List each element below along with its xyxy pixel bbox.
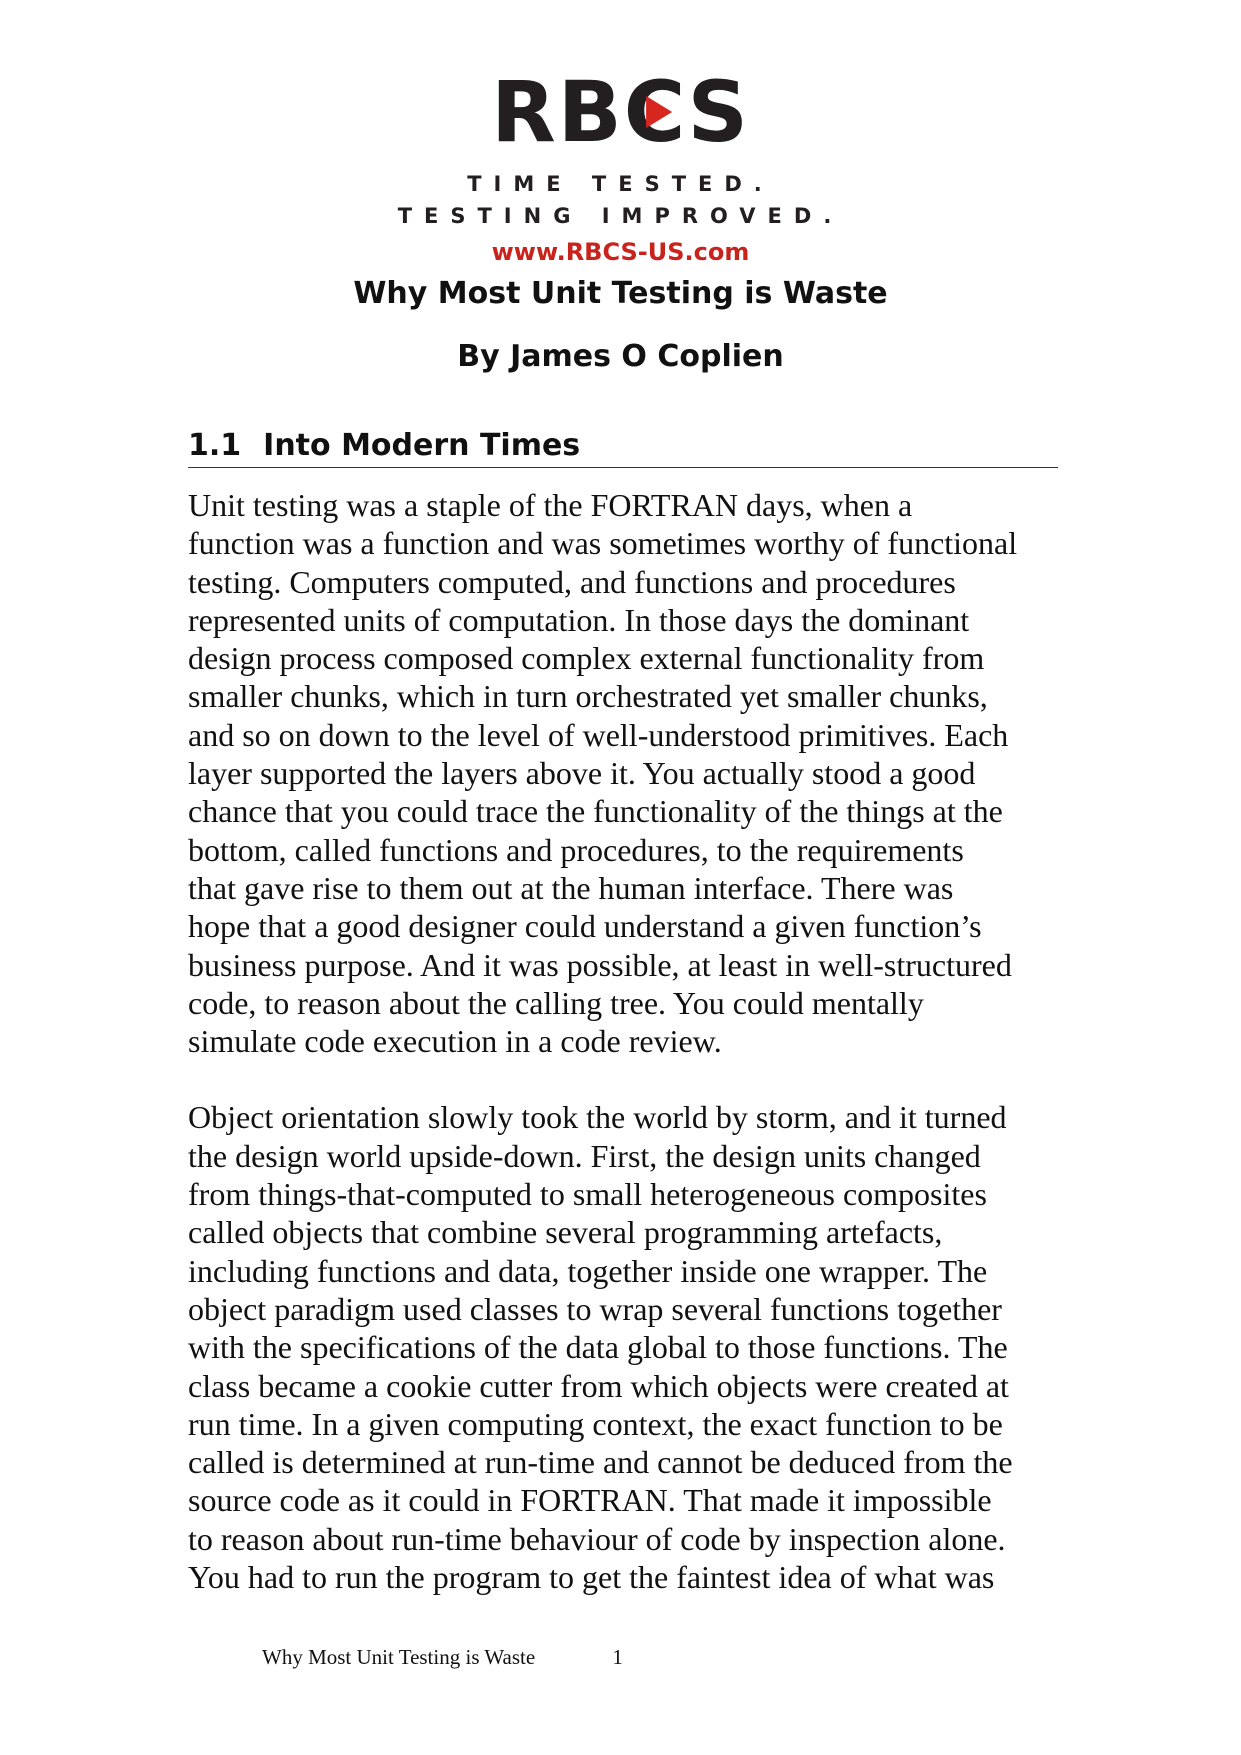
body-text (188, 486, 1068, 1596)
rbcs-logo (0, 63, 1241, 270)
footer-running-title: Why Most Unit Testing is Waste (262, 1645, 536, 1669)
document-title: Why Most Unit Testing is Waste (353, 276, 888, 311)
logo-url: www.RBCS-US.com (491, 238, 750, 266)
logo-tagline-1: TIME TESTED. (467, 172, 774, 196)
footer-page-number: 1 (612, 1645, 623, 1669)
logo-tagline-2: TESTING IMPROVED. (397, 204, 844, 228)
logo-letter-b: B (557, 63, 624, 161)
logo-letter-c: C (623, 63, 688, 161)
page-footer (262, 1645, 623, 1670)
logo-letter-r: R (491, 63, 558, 161)
play-icon (646, 96, 672, 128)
logo-mark (491, 63, 750, 161)
section-title: Into Modern Times (263, 428, 581, 463)
paragraph: Object orientation slowly took the world by storm, and it turned the design world upside-down. First, the design units changed from things-that-computed to small heterogeneous composites called objects that combine several programming artefacts, including functions and data, together inside one wrapper. The object paradigm used classes to wrap several functions together with the specifications of the data global to those functions. The class became a cookie cutter from which objects were created at run time. In a given computing context, the exact function to be called is determined at run-time and cannot be deduced from the source code as it could in FORTRAN. That made it impossible to reason about run-time behaviour of code by inspection alone. You had to run the program to get the faintest idea of what was (188, 1099, 1013, 1596)
section-number: 1.1 (188, 428, 242, 463)
paragraph: Unit testing was a staple of the FORTRAN days, when a function was a function and was sometimes worthy of functional testing. Computers computed, and functions and procedures represented units of computation. In those days the dominant design process composed complex external functionality from smaller chunks, which in turn orchestrated yet smaller chunks, and so on down to the level of well-understood primitives. Each layer supported the layers above it. You actually stood a good chance that you could trace the functionality of the things at the bottom, called functions and procedures, to the requirements that gave rise to them out at the human interface. There was hope that a good designer could understand a given function’s business purpose. And it was possible, at least in well-structured code, to reason about the calling tree. You could mentally simulate code execution in a code review. (188, 487, 1018, 1060)
document-byline: By James O Coplien (457, 339, 784, 374)
section-heading (188, 428, 1058, 468)
logo-letter-c-with-play (623, 63, 688, 161)
logo-letter-s: S (687, 63, 750, 161)
